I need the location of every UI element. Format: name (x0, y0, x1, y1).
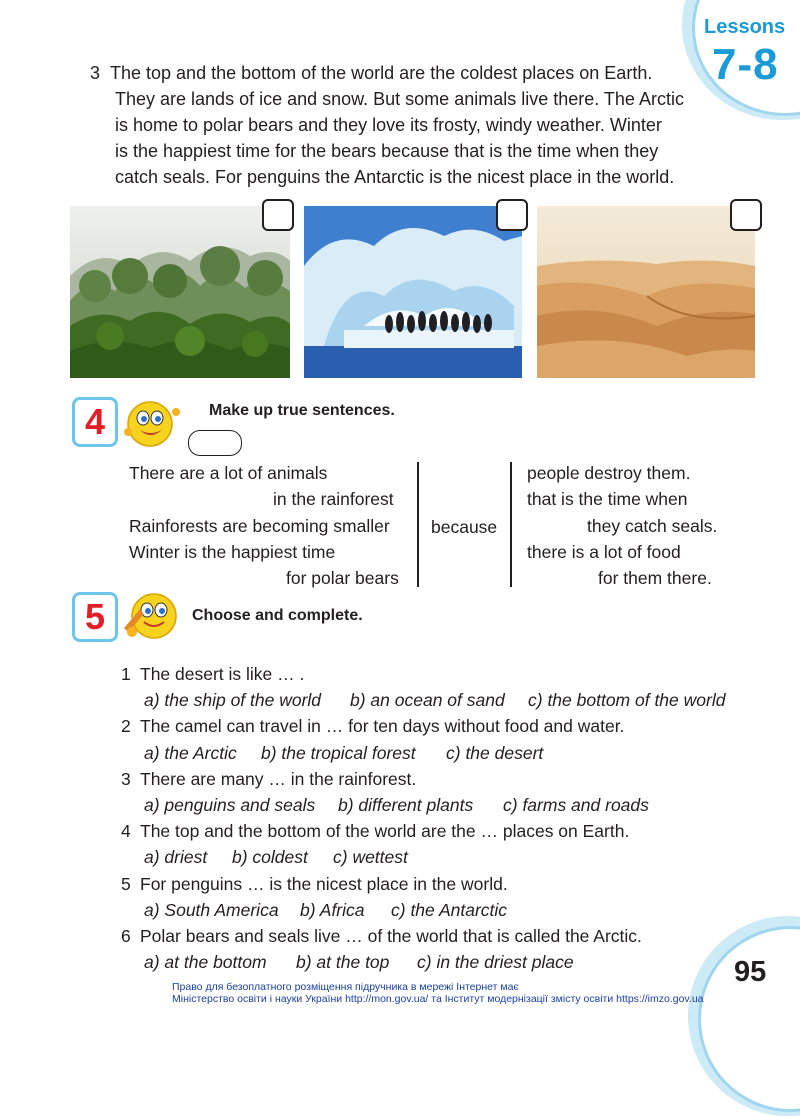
task3-line: catch seals. For penguins the Antarctic is the nicest place in the world. (115, 167, 675, 187)
task4-number: 4 (72, 397, 118, 447)
question-number: 4 (121, 821, 131, 841)
answer-option[interactable]: b) at the top (296, 952, 390, 972)
lessons-label: Lessons (704, 16, 786, 38)
right-phrase: there is a lot of food (527, 542, 681, 562)
antarctic-penguins-photo (304, 206, 522, 378)
question-number: 6 (121, 926, 131, 946)
antarctic-checkbox[interactable] (496, 199, 528, 231)
question-number: 5 (121, 874, 131, 894)
question-number: 3 (121, 769, 131, 789)
speech-bubble (188, 430, 242, 456)
task4-instruction: Make up true sentences. (209, 402, 395, 419)
answer-option[interactable]: b) coldest (232, 847, 308, 867)
task3-line: is the happiest time for the bears because that is the time when they (115, 141, 659, 161)
task5-number: 5 (72, 592, 118, 642)
task3-line: The top and the bottom of the world are the coldest places on Earth. (110, 63, 653, 83)
answer-option[interactable]: a) driest (144, 847, 208, 867)
right-phrase: that is the time when (527, 489, 688, 509)
left-phrase: in the rainforest (273, 489, 394, 509)
desert-photo (537, 206, 755, 378)
answer-option[interactable]: c) wettest (333, 847, 408, 867)
footer-line: Міністерство освіти і науки України http://mon.gov.ua/ та Інститут модернізації змісту освіти https://imzo.gov.ua (172, 993, 704, 1005)
desert-checkbox[interactable] (730, 199, 762, 231)
footer-line: Право для безоплатного розміщення підручника в мережі Інтернет має (172, 981, 519, 993)
answer-option[interactable]: b) an ocean of sand (350, 690, 505, 710)
answer-option[interactable]: c) the desert (446, 743, 544, 763)
question-text: The desert is like … . (140, 664, 305, 684)
left-phrase: for polar bears (286, 568, 399, 588)
task3-line: is home to polar bears and they love its frosty, windy weather. Winter (115, 115, 662, 135)
column-divider (510, 462, 512, 587)
left-phrase: Rainforests are becoming smaller (129, 516, 390, 536)
left-phrase: There are a lot of animals (129, 463, 328, 483)
connector-word: because (431, 517, 498, 537)
column-divider (417, 462, 419, 587)
answer-option[interactable]: c) farms and roads (503, 795, 649, 815)
right-phrase: people destroy them. (527, 463, 691, 483)
rainforest-photo (70, 206, 290, 378)
question-number: 1 (121, 664, 131, 684)
question-number: 2 (121, 716, 131, 736)
question-text: There are many … in the rainforest. (140, 769, 417, 789)
answer-option[interactable]: b) different plants (338, 795, 474, 815)
task3-line: They are lands of ice and snow. But some animals live there. The Arctic (115, 89, 684, 109)
question-text: For penguins … is the nicest place in the world. (140, 874, 508, 894)
answer-option[interactable]: a) the ship of the world (144, 690, 322, 710)
smiley-pencil-icon (118, 588, 188, 653)
answer-option[interactable]: a) at the bottom (144, 952, 267, 972)
answer-option[interactable]: b) Africa (300, 900, 365, 920)
lessons-number: 7-8 (712, 40, 779, 89)
answer-option[interactable]: c) in the driest place (417, 952, 574, 972)
answer-option[interactable]: c) the bottom of the world (528, 690, 726, 710)
rainforest-checkbox[interactable] (262, 199, 294, 231)
question-text: Polar bears and seals live … of the world that is called the Arctic. (140, 926, 642, 946)
right-phrase: they catch seals. (587, 516, 718, 536)
answer-option[interactable]: b) the tropical forest (261, 743, 416, 763)
task5-instruction: Choose and complete. (192, 607, 363, 624)
left-phrase: Winter is the happiest time (129, 542, 336, 562)
answer-option[interactable]: a) South America (144, 900, 279, 920)
page-number: 95 (734, 956, 767, 988)
answer-option[interactable]: a) the Arctic (144, 743, 237, 763)
right-phrase: for them there. (598, 568, 712, 588)
answer-option[interactable]: a) penguins and seals (144, 795, 316, 815)
question-text: The camel can travel in … for ten days without food and water. (140, 716, 625, 736)
answer-option[interactable]: c) the Antarctic (391, 900, 508, 920)
question-text: The top and the bottom of the world are the … places on Earth. (140, 821, 630, 841)
task3-number: 3 (90, 63, 101, 83)
